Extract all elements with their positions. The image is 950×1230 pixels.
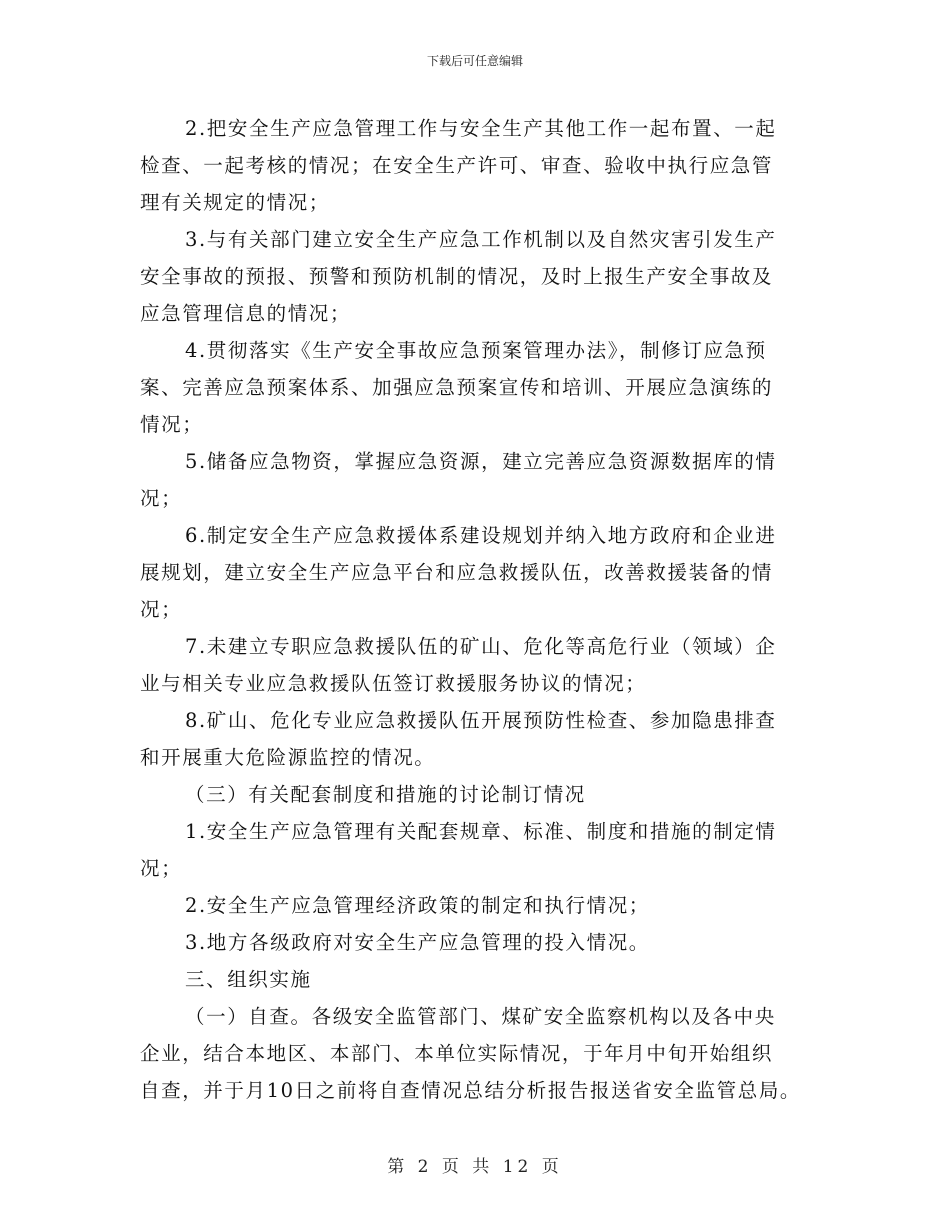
text-line: 况； <box>140 857 183 880</box>
text-line: 3.地方各级政府对安全生产应急管理的投入情况。 <box>185 931 650 954</box>
text-line: 理有关规定的情况； <box>140 191 330 214</box>
text-line: （一）自查。各级安全监管部门、煤矿安全监察机构以及各中央 <box>185 1005 776 1028</box>
text-line: 企业，结合本地区、本部门、本单位实际情况，于年月中旬开始组织 <box>140 1042 774 1065</box>
text-line: 2.安全生产应急管理经济政策的制定和执行情况； <box>185 894 650 917</box>
text-line: 况； <box>140 487 183 510</box>
text-line: 3.与有关部门建立安全生产应急工作机制以及自然灾害引发生产 <box>185 228 777 251</box>
text-line: 和开展重大危险源监控的情况。 <box>140 746 436 769</box>
document-body <box>140 110 812 1109</box>
text-line: 展规划，建立安全生产应急平台和应急救援队伍，改善救援装备的情 <box>140 561 774 584</box>
text-line: 5.储备应急物资，掌握应急资源，建立完善应急资源数据库的情 <box>185 450 777 473</box>
text-line: 8.矿山、危化专业应急救援队伍开展预防性检查、参加隐患排查 <box>185 709 777 732</box>
text-line: 自查，并于月10日之前将自查情况总结分析报告报送省安全监管总局。 <box>140 1079 802 1102</box>
page-number-footer: 第 2 页 共 12 页 <box>387 1157 563 1177</box>
text-line: 业与相关专业应急救援队伍签订救援服务协议的情况； <box>140 672 647 695</box>
text-line: 4.贯彻落实《生产安全事故应急预案管理办法》，制修订应急预 <box>185 339 767 362</box>
text-line: 7.未建立专职应急救援队伍的矿山、危化等高危行业（领域）企 <box>185 635 777 658</box>
text-line: 案、完善应急预案体系、加强应急预案宣传和培训、开展应急演练的 <box>140 376 774 399</box>
text-line: 安全事故的预报、预警和预防机制的情况，及时上报生产安全事故及 <box>140 265 774 288</box>
text-line: 1.安全生产应急管理有关配套规章、标准、制度和措施的制定情 <box>185 820 777 843</box>
text-line: 情况； <box>140 413 204 436</box>
text-line: （三）有关配套制度和措施的讨论制订情况 <box>185 783 586 806</box>
text-line: 三、组织实施 <box>185 968 312 991</box>
text-line: 况； <box>140 598 183 621</box>
text-line: 检查、一起考核的情况；在安全生产许可、审查、验收中执行应急管 <box>140 154 774 177</box>
page-header: 下载后可任意编辑 <box>426 54 523 68</box>
text-line: 6.制定安全生产应急救援体系建设规划并纳入地方政府和企业进 <box>185 524 777 547</box>
text-line: 2.把安全生产应急管理工作与安全生产其他工作一起布置、一起 <box>185 117 777 140</box>
text-line: 应急管理信息的情况； <box>140 302 352 325</box>
